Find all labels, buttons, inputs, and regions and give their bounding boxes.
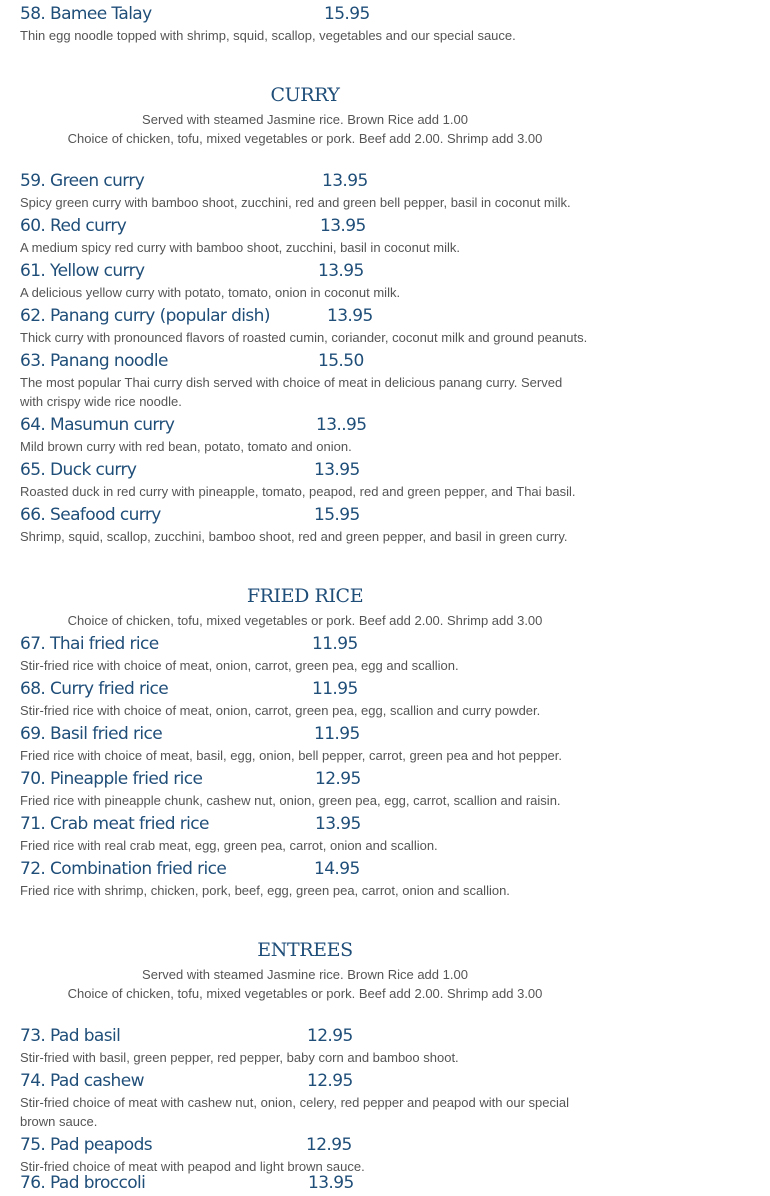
item-description: Stir-fried with basil, green pepper, red pepper, baby corn and bamboo shoot. bbox=[20, 1050, 459, 1065]
item-price: 12.95 bbox=[306, 1135, 352, 1155]
item-description: Fried rice with pineapple chunk, cashew nut, onion, green pea, egg, carrot, scallion and raisin. bbox=[20, 793, 561, 808]
item-description: Mild brown curry with red bean, potato, tomato and onion. bbox=[20, 439, 352, 454]
item-description: A medium spicy red curry with bamboo shoot, zucchini, basil in coconut milk. bbox=[20, 240, 461, 255]
item-name: 63. Panang noodle bbox=[20, 351, 168, 371]
item-description: Roasted duck in red curry with pineapple, tomato, peapod, red and green pepper, and Thai basil. bbox=[20, 484, 576, 499]
item-description: Thick curry with pronounced flavors of roasted cumin, coriander, coconut milk and ground peanuts. bbox=[20, 330, 588, 345]
item-price: 15.50 bbox=[318, 351, 364, 371]
menu-item-72 bbox=[20, 856, 365, 882]
menu-item-63 bbox=[20, 348, 365, 374]
menu-item-67 bbox=[20, 631, 365, 657]
item-price: 12.95 bbox=[307, 1071, 353, 1091]
menu-item-60 bbox=[20, 213, 365, 239]
item-name: 76. Pad broccoli bbox=[20, 1173, 146, 1193]
section-note: Served with steamed Jasmine rice. Brown Rice add 1.00 bbox=[142, 967, 468, 982]
menu-item-76 bbox=[20, 1170, 365, 1196]
menu-item-71 bbox=[20, 811, 365, 837]
item-description: Stir-fried rice with choice of meat, onion, carrot, green pea, egg, scallion and curry powder. bbox=[20, 703, 541, 718]
item-description: Stir-fried rice with choice of meat, onion, carrot, green pea, egg and scallion. bbox=[20, 658, 459, 673]
section-note: Choice of chicken, tofu, mixed vegetables or pork. Beef add 2.00. Shrimp add 3.00 bbox=[67, 986, 543, 1001]
item-price: 13..95 bbox=[316, 415, 367, 435]
item-price: 12.95 bbox=[315, 769, 361, 789]
item-price: 15.95 bbox=[314, 505, 360, 525]
section-note: Choice of chicken, tofu, mixed vegetables or pork. Beef add 2.00. Shrimp add 3.00 bbox=[67, 613, 543, 628]
section-title-curry: CURRY bbox=[270, 84, 340, 106]
item-name: 64. Masumun curry bbox=[20, 415, 175, 435]
menu-item-68 bbox=[20, 676, 365, 702]
menu-item-59 bbox=[20, 168, 368, 194]
menu-item-62 bbox=[20, 303, 373, 329]
item-description: Spicy green curry with bamboo shoot, zucchini, red and green bell pepper, basil in coconut milk. bbox=[20, 195, 571, 210]
item-description: The most popular Thai curry dish served with choice of meat in delicious panang curry. Served with crispy wide rice noodle. bbox=[20, 375, 563, 409]
item-name: 58. Bamee Talay bbox=[20, 4, 152, 24]
item-price: 15.95 bbox=[324, 4, 370, 24]
item-price: 13.95 bbox=[315, 814, 361, 834]
item-description: Thin egg noodle topped with shrimp, squid, scallop, vegetables and our special sauce. bbox=[20, 28, 516, 43]
item-description: Stir-fried choice of meat with peapod and light brown sauce. bbox=[20, 1159, 365, 1174]
menu-item-66 bbox=[20, 502, 365, 528]
item-description: Stir-fried choice of meat with cashew nut, onion, celery, red pepper and peapod with our special brown sauce. bbox=[20, 1095, 569, 1129]
item-name: 65. Duck curry bbox=[20, 460, 137, 480]
menu-item-65 bbox=[20, 457, 365, 483]
item-description: Fried rice with shrimp, chicken, pork, beef, egg, green pea, carrot, onion and scallion. bbox=[20, 883, 510, 898]
item-name: 69. Basil fried rice bbox=[20, 724, 163, 744]
menu-item-61 bbox=[20, 258, 365, 284]
item-name: 61. Yellow curry bbox=[20, 261, 145, 281]
item-name: 70. Pineapple fried rice bbox=[20, 769, 203, 789]
item-price: 11.95 bbox=[312, 634, 358, 654]
item-price: 14.95 bbox=[314, 859, 360, 879]
item-name: 66. Seafood curry bbox=[20, 505, 161, 525]
item-name: 67. Thai fried rice bbox=[20, 634, 159, 654]
item-price: 13.95 bbox=[320, 216, 366, 236]
item-price: 13.95 bbox=[327, 306, 373, 326]
item-name: 73. Pad basil bbox=[20, 1026, 121, 1046]
item-price: 13.95 bbox=[308, 1173, 354, 1193]
item-name: 72. Combination fried rice bbox=[20, 859, 227, 879]
section-title-fried-rice: FRIED RICE bbox=[246, 585, 364, 607]
section-note: Served with steamed Jasmine rice. Brown Rice add 1.00 bbox=[142, 112, 468, 127]
menu-item-74 bbox=[20, 1068, 365, 1094]
item-price: 13.95 bbox=[322, 171, 368, 191]
item-name: 62. Panang curry (popular dish) bbox=[20, 306, 270, 326]
item-description: A delicious yellow curry with potato, tomato, onion in coconut milk. bbox=[20, 285, 401, 300]
item-name: 71. Crab meat fried rice bbox=[20, 814, 209, 834]
menu-item-73 bbox=[20, 1023, 365, 1049]
section-title-entrees: ENTREES bbox=[257, 939, 353, 961]
item-name: 68. Curry fried rice bbox=[20, 679, 169, 699]
item-name: 60. Red curry bbox=[20, 216, 127, 236]
item-price: 11.95 bbox=[314, 724, 360, 744]
item-description: Fried rice with real crab meat, egg, green pea, carrot, onion and scallion. bbox=[20, 838, 438, 853]
item-description: Fried rice with choice of meat, basil, egg, onion, bell pepper, carrot, green pea and hot pepper. bbox=[20, 748, 563, 763]
menu-item-64 bbox=[20, 412, 365, 438]
item-description: Shrimp, squid, scallop, zucchini, bamboo shoot, red and green pepper, and basil in green curry. bbox=[20, 529, 568, 544]
item-price: 13.95 bbox=[314, 460, 360, 480]
item-price: 11.95 bbox=[312, 679, 358, 699]
item-name: 75. Pad peapods bbox=[20, 1135, 153, 1155]
item-name: 59. Green curry bbox=[20, 171, 145, 191]
item-name: 74. Pad cashew bbox=[20, 1071, 144, 1091]
menu-item-70 bbox=[20, 766, 365, 792]
item-price: 13.95 bbox=[318, 261, 364, 281]
section-note: Choice of chicken, tofu, mixed vegetables or pork. Beef add 2.00. Shrimp add 3.00 bbox=[67, 131, 543, 146]
item-price: 12.95 bbox=[307, 1026, 353, 1046]
menu-item-75 bbox=[20, 1132, 365, 1158]
menu-item-69 bbox=[20, 721, 365, 747]
menu-item-58 bbox=[20, 1, 370, 27]
